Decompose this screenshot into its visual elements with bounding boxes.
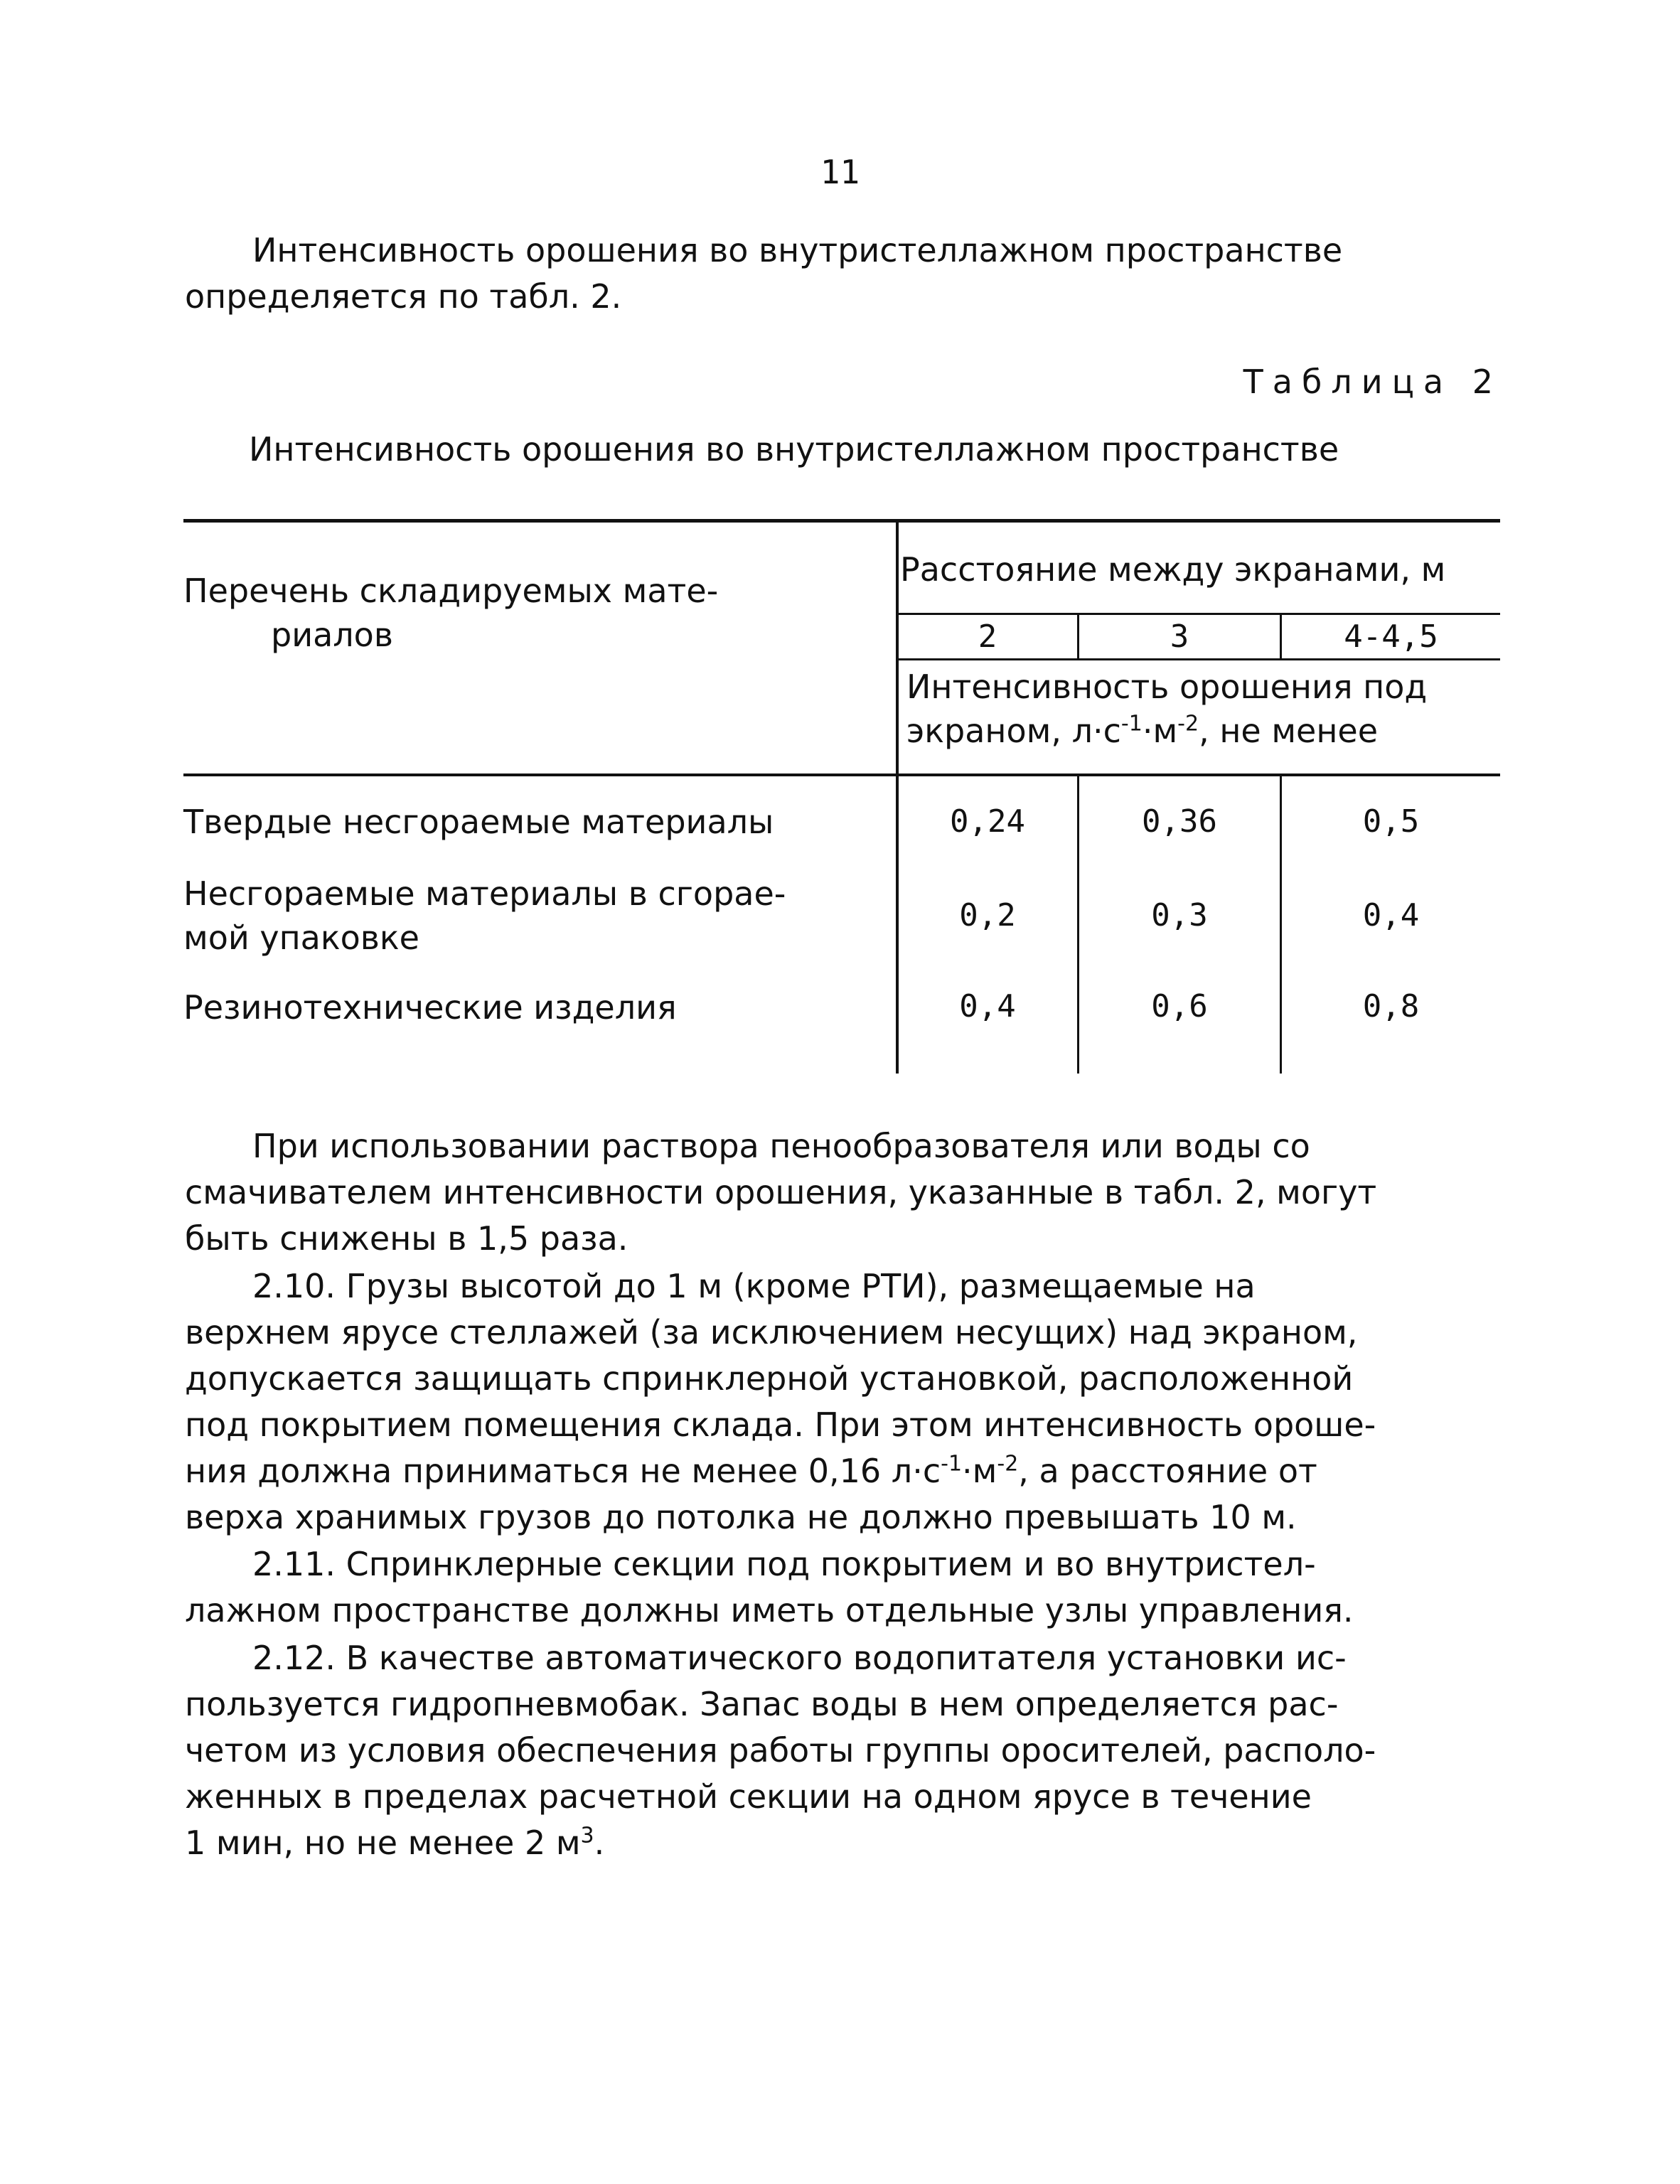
paragraph-2-10: 2.10. Грузы высотой до 1 м (кроме РТИ), размещаемые на верхнем ярусе стеллажей (за исключением несущих) над экраном, допускается защищать спринклерной установкой, расположенной под покрытием помещения склада. При этом интенсивность ороше- ния должна приниматься не менее 0,16 $л\cdot с^{-1}\cdot м^{-2}$, а расстояние от верха хранимых грузов до потолка не должно превышать 10 м. [185,1267,1376,1536]
paragraph-2-11: 2.11. Спринклерные секции под покрытием и во внутристел- лажном пространстве должны иметь отдельные узлы управления. [185,1545,1354,1629]
row-1-value-4: 0,5 [1362,803,1420,840]
row-2-value-3: 0,3 [1151,897,1208,933]
paragraph-note: При использовании раствора пенообразователя или воды со смачивателем интенсивности орошения, указанные в табл. 2, могут быть снижены в 1,5 раза. [185,1127,1377,1258]
header-distance: Расстояние между экранами, м [900,550,1446,589]
header-intensity-line-2: экраном, $л\cdot с^{-1}\cdot м^{-2}$, не менее [906,711,1378,750]
row-1-value-3: 0,36 [1142,803,1217,840]
row-3-value-2: 0,4 [959,988,1016,1024]
row-1-value-2: 0,24 [950,803,1025,840]
row-3-value-4: 0,8 [1362,988,1420,1024]
header-materials-line-2: риалов [271,616,393,654]
intro-line-2: определяется по табл. 2. [185,277,622,316]
header-materials-line-1: Перечень складируемых мате- [183,572,719,610]
distance-values-rule [897,658,1500,660]
paragraph-2-12: 2.12. В качестве автоматического водопитателя установки ис- пользуется гидропневмобак. Запас воды в нем определяется рас- четом из условия обеспечения работы группы оросителей, располо- женных в пределах расчетной секции на одном ярусе в течение 1 мин, но не менее 2 $м^3$. [185,1639,1376,1862]
row-1-material: Твердые несгораемые материалы [183,803,774,841]
header-intensity [906,665,1504,753]
header-distance-2: 2 [978,619,997,655]
page-number: 11 [820,153,860,191]
table-header-rule [183,774,1500,776]
intro-paragraph [185,228,1500,320]
intro-line-1: Интенсивность орошения во внутристеллажном пространстве [252,231,1343,269]
distance-rule [897,613,1500,615]
table-top-rule [183,519,1500,523]
table-label: Таблица 2 [1243,363,1502,401]
row-3-material: Резинотехнические изделия [183,988,677,1027]
header-distance-4-4-5: 4-4,5 [1344,619,1438,655]
header-distance-3: 3 [1170,619,1189,655]
table-title: Интенсивность орошения во внутристеллажном пространстве [249,430,1339,469]
row-2-value-4: 0,4 [1362,897,1420,933]
row-3-value-3: 0,6 [1151,988,1208,1024]
header-intensity-line-1: Интенсивность орошения под [906,668,1428,706]
row-2-value-2: 0,2 [959,897,1016,933]
row-2-material: Несгораемые материалы в сгорае- мой упаковке [183,874,786,957]
header-materials [183,569,866,657]
